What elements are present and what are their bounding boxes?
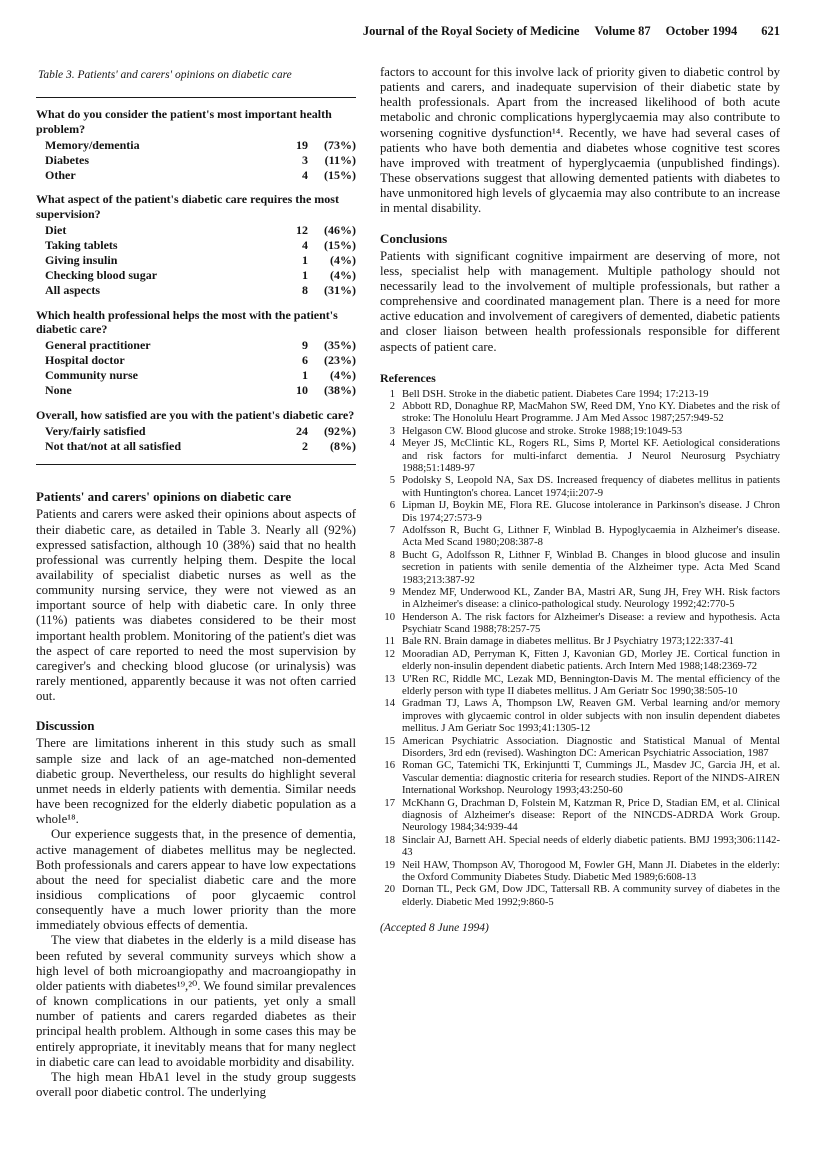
reference-item: [380, 674, 780, 699]
table-row-label: Diabetes: [45, 152, 89, 167]
table-row-label: Community nurse: [45, 368, 139, 382]
reference-item: [380, 587, 780, 612]
reference-item: [380, 525, 780, 550]
discussion-paragraph: Our experience suggests that, in the presence of dementia, active management of diabetes mellitus may be neglected. Both professionals and carers appear to have low expectations about the need for specialist diabetic care and the more insidious complications of poor glycaemic control consequently have a much lower priority than the more immediately obvious effects of dementia.: [36, 827, 356, 933]
reference-item: [380, 798, 780, 835]
table-row-count: 12: [296, 223, 308, 238]
reference-number: 20: [384, 884, 395, 896]
reference-number: 19: [384, 859, 395, 871]
reference-item: [380, 884, 780, 909]
table-row: [36, 223, 356, 238]
table-row-label: Checking blood sugar: [45, 267, 158, 282]
table-row-count: 1: [302, 252, 308, 267]
table-row: [36, 238, 356, 253]
table-row: [36, 153, 356, 168]
reference-number: 3: [389, 425, 395, 437]
reference-number: 13: [384, 673, 395, 685]
table-row-percent: (46%): [324, 223, 356, 238]
table-group-health-problem: [36, 107, 356, 182]
table-row: [36, 439, 356, 454]
continuation-paragraph: factors to account for this involve lack of priority given to diabetic control by patients and carers, and inadequate supervision of their diabetic state by health professionals. Apart from the increased likelihood of both acute metabolic and chronic complications hyperglycaemia may also contribute to worsening cognitive dysfunction¹⁴. Recently, we have had several cases of patients who have both dementia and diabetes whose cognitive test scores have improved with treatment of hyperglycaemia (unpublished findings). These observations suggest that allowing demented patients with diabetes to have unmonitored high levels of glycaemia may also contribute to an increase in mental disability.: [380, 65, 780, 216]
table-group-professional: [36, 308, 356, 398]
reference-number: 14: [384, 698, 395, 710]
reference-item: [380, 475, 780, 500]
reference-item: [380, 649, 780, 674]
reference-text: Dornan TL, Peck GM, Dow JDC, Tattersall RB. A community survey of diabetes in the elderly. Diabetic Med 1992;9:860-5: [402, 884, 780, 908]
reference-text: Bell DSH. Stroke in the diabetic patient. Diabetes Care 1994; 17:213-19: [402, 388, 709, 400]
table-row-count: 6: [302, 353, 308, 368]
reference-item: [380, 636, 780, 648]
table-row-percent: (35%): [324, 338, 356, 353]
table-row: [36, 424, 356, 439]
table-question: What aspect of the patient's diabetic care requires the most supervision?: [36, 192, 339, 222]
references-list: [380, 389, 780, 909]
reference-number: 15: [384, 735, 395, 747]
section-heading-opinions: Patients' and carers' opinions on diabetic care: [36, 489, 292, 505]
reference-number: 5: [389, 475, 395, 487]
running-head: [36, 24, 780, 39]
reference-text: Sinclair AJ, Barnett AH. Special needs of elderly diabetic patients. BMJ 1993;306:1142-43: [402, 834, 780, 859]
table-row-percent: (15%): [324, 238, 356, 252]
reference-text: Mendez MF, Underwood KL, Zander BA, Mastri AR, Sung JH, Frey WH. Risk factors in Alzheimer's disease: a clinico-pathological study. Neurology 1992;42:770-5: [402, 586, 780, 611]
volume-label: Volume 87: [594, 24, 651, 38]
table-row-count: 19: [296, 137, 308, 152]
reference-item: [380, 698, 780, 735]
table-row-label: Memory/dementia: [45, 137, 140, 152]
table-row-label: None: [45, 382, 72, 397]
table-row: [36, 138, 356, 153]
reference-number: 2: [389, 401, 395, 413]
two-column-layout: [36, 65, 780, 1100]
reference-number: 4: [389, 438, 395, 450]
reference-number: 17: [384, 797, 395, 809]
reference-number: 6: [389, 500, 395, 512]
table-row-percent: (8%): [330, 438, 356, 453]
table-row-count: 1: [302, 368, 308, 382]
section-heading-conclusions: Conclusions: [380, 230, 448, 246]
opinions-paragraph: Patients and carers were asked their opinions about aspects of their diabetic care, as detailed in Table 3. Nearly all (92%) expressed satisfaction, although 10 (38%) said that no health professional was currently helping them. Despite the local availability of specialist diabetic nurses as well as the community nursing service, they were not viewed as an important source of help with diabetic care. In only three (11%) patients was diabetes considered to be their most important health problem. Monitoring of the patient's diet was the aspect of care reported to need the most supervision by caregiver's and checking blood glucose (or urinalysis) was rarely mentioned, apparently because it was not often carried out.: [36, 507, 356, 704]
reference-number: 18: [384, 834, 395, 846]
table-row: [36, 168, 356, 183]
discussion-paragraph: There are limitations inherent in this study such as small sample size and lack of an age-matched non-demented diabetic group. Nevertheless, our results do highlight several unmet needs in elderly patients with dementia. Similar needs have been recognized for the elderly diabetic population as a whole¹⁸.: [36, 736, 356, 827]
table-row-percent: (31%): [324, 282, 356, 297]
issue-date: October 1994: [665, 24, 738, 38]
reference-text: Abbott RD, Donaghue RP, MacMahon SW, Reed DM, Yno KY. Diabetes and the risk of stroke: The Honolulu Heart Programme. J Am Med Assoc 1987;257:949-52: [402, 401, 780, 425]
reference-text: Bale RN. Brain damage in diabetes mellitus. Br J Psychiatry 1973;122:337-41: [402, 636, 734, 648]
table-question: Overall, how satisfied are you with the patient's diabetic care?: [36, 407, 355, 422]
reference-text: Meyer JS, McClintic KL, Rogers RL, Sims P, Mortel KF. Aetiological considerations and risk factors for multi-infarct dementia. J Neurol Neurosurg Psychiatry 1988;51:1489-97: [402, 438, 780, 474]
reference-item: [380, 736, 780, 761]
table-row-count: 10: [296, 382, 308, 397]
table-row-count: 9: [302, 338, 308, 353]
column-gap: [356, 65, 380, 1100]
table-row: [36, 268, 356, 283]
table-row-percent: (4%): [330, 368, 356, 382]
reference-number: 11: [384, 636, 395, 648]
reference-number: 1: [389, 388, 395, 400]
reference-item: [380, 550, 780, 587]
reference-text: McKhann G, Drachman D, Folstein M, Katzman R, Price D, Stadian EM, et al. Clinical diagnosis of Alzheimer's disease: Report of the NINCDS-ADRDA Work Group. Neurology 1984;34:939-44: [402, 797, 780, 834]
reference-item: [380, 760, 780, 797]
table-row-percent: (11%): [324, 152, 356, 167]
table-row-percent: (4%): [330, 267, 356, 282]
table-row: [36, 283, 356, 298]
table-row: [36, 353, 356, 368]
table-row-label: Very/fairly satisfied: [45, 423, 146, 438]
reference-text: Lipman IJ, Boykin ME, Flora RE. Glucose intolerance in Parkinson's disease. J Chron Dis 1974;27:573-9: [402, 500, 780, 524]
reference-text: Podolsky S, Leopold NA, Sax DS. Increased frequency of diabetes mellitus in patients with Huntington's chorea. Lancet 1974;ii:207-9: [402, 475, 780, 499]
reference-text: Gradman TJ, Laws A, Thompson LW, Reaven GM. Verbal learning and/or memory improves with glycaemic control in older subjects with non insulin dependent diabetes mellitus. J Am Geriatr Soc 1993;41:1305-12: [402, 698, 780, 735]
table-row-label: All aspects: [45, 282, 100, 297]
table-row-label: Giving insulin: [45, 252, 118, 267]
reference-item: [380, 401, 780, 426]
reference-text: U'Ren RC, Riddle MC, Lezak MD, Bennington-Davis M. The mental efficiency of the elderly person with type II diabetes mellitus. J Am Geriatr Soc 1990;38:505-10: [402, 673, 780, 698]
left-column: [36, 65, 356, 1100]
table-question: Which health professional helps the most with the patient's diabetic care?: [36, 307, 338, 337]
table-3: [36, 97, 356, 465]
discussion-paragraph: The view that diabetes in the elderly is a mild disease has been refuted by several community surveys which show a high level of both microangiopathy and macroangiopathy in older patients with diabetes¹⁹,²⁰. We found similar prevalences of known complications in our patients, yet only a small number of patients and carers regarded diabetes as their principal health problem. Although in some cases this may be entirely appropriate, it inevitably means that for many neglect in diabetic care can lead to avoidable morbidity and disability.: [36, 933, 356, 1069]
discussion-paragraph: The high mean HbA1 level in the study group suggests overall poor diabetic control. The underlying: [36, 1069, 356, 1099]
table-row-percent: (4%): [330, 252, 356, 267]
table-row-count: 8: [302, 282, 308, 297]
table-row-percent: (73%): [324, 137, 356, 152]
reference-number: 8: [389, 549, 395, 561]
table-row-percent: (23%): [324, 353, 356, 368]
reference-number: 16: [384, 760, 395, 772]
table-row-count: 24: [296, 423, 308, 438]
table-row-label: Other: [45, 167, 76, 182]
accepted-note: (Accepted 8 June 1994): [380, 922, 489, 935]
reference-number: 9: [389, 586, 395, 598]
table-row-percent: (38%): [324, 382, 356, 397]
reference-text: Henderson A. The risk factors for Alzheimer's Disease: a review and hypothesis. Acta Psychiatr Scand 1988;78:257-75: [402, 611, 780, 636]
page-number: 621: [761, 24, 780, 38]
table-row-label: Hospital doctor: [45, 353, 125, 368]
section-heading-references: References: [380, 370, 436, 385]
table-row-count: 4: [302, 238, 308, 252]
reference-item: [380, 438, 780, 475]
right-column: [380, 65, 780, 1100]
table-caption: Table 3. Patients' and carers' opinions on diabetic care: [38, 69, 292, 81]
reference-text: Mooradian AD, Perryman K, Fitten J, Kavonian GD, Morley JE. Cortical function in elderly non-insulin dependent diabetic patients. Arch Intern Med 1988;148:2369-72: [402, 648, 780, 673]
table-row-count: 1: [302, 267, 308, 282]
reference-text: Neil HAW, Thompson AV, Thorogood M, Fowler GH, Mann JI. Diabetes in the elderly: the Oxford Community Diabetes Study. Diabetic Med 1989;6:608-13: [402, 859, 780, 883]
table-group-satisfaction: [36, 408, 356, 454]
reference-item: [380, 500, 780, 525]
table-row: [36, 253, 356, 268]
table-row-label: Taking tablets: [45, 238, 118, 252]
reference-number: 12: [384, 648, 395, 660]
reference-number: 10: [384, 611, 395, 623]
table-row-label: Not that/not at all satisfied: [45, 438, 181, 453]
reference-text: Roman GC, Tatemichi TK, Erkinjuntti T, Cummings JL, Masdev JC, Garcia JH, et al. Vascular dementia: diagnostic criteria for research studies. Report of the NINDS-AIREN International Workshop. Neurology 1993;43:250-60: [402, 760, 780, 797]
reference-text: American Psychiatric Association. Diagnostic and Statistical Manual of Mental Disorders, 3rd edn (revised). Washington DC: American Psychiatric Association, 1987: [402, 735, 780, 759]
section-heading-discussion: Discussion: [36, 718, 95, 734]
reference-item: [380, 612, 780, 637]
reference-text: Adolfsson R, Bucht G, Lithner F, Winblad B. Hypoglycaemia in Alzheimer's disease. Acta Med Scand 1980;208:387-8: [402, 524, 780, 549]
table-group-supervision: [36, 192, 356, 297]
table-row: [36, 338, 356, 353]
reference-text: Bucht G, Adolfsson R, Lithner F, Winblad B. Changes in blood glucose and insulin secretion in patients with senile dementia of the Alzheimer type. Acta Med Scand 1983;213:387-92: [402, 549, 780, 586]
conclusions-paragraph: Patients with significant cognitive impairment are deserving of more, not less, specialist help with management. Multiple pathology should not necessarily lead to the involvement of multiple professionals, but rather a comprehensive and coordinated management plan. There is a need for more active education and involvement of caregivers of demented, diabetic patients and closer liaison between health professionals responsible for different aspects of patient care.: [380, 248, 780, 354]
table-row-count: 3: [302, 152, 308, 167]
reference-text: Helgason CW. Blood glucose and stroke. Stroke 1988;19:1049-53: [402, 425, 683, 437]
table-row-count: 2: [302, 438, 308, 453]
table-question: What do you consider the patient's most important health problem?: [36, 107, 332, 136]
table-row-percent: (15%): [324, 167, 356, 182]
reference-item: [380, 389, 780, 401]
table-row-percent: (92%): [324, 423, 356, 438]
table-row-count: 4: [302, 167, 308, 182]
journal-title: Journal of the Royal Society of Medicine: [362, 24, 580, 38]
table-row-label: General practitioner: [45, 338, 151, 353]
reference-item: [380, 835, 780, 860]
reference-item: [380, 860, 780, 885]
table-row: [36, 368, 356, 383]
table-row: [36, 383, 356, 398]
reference-number: 7: [389, 524, 395, 536]
reference-item: [380, 426, 780, 438]
table-row-label: Diet: [45, 223, 67, 238]
